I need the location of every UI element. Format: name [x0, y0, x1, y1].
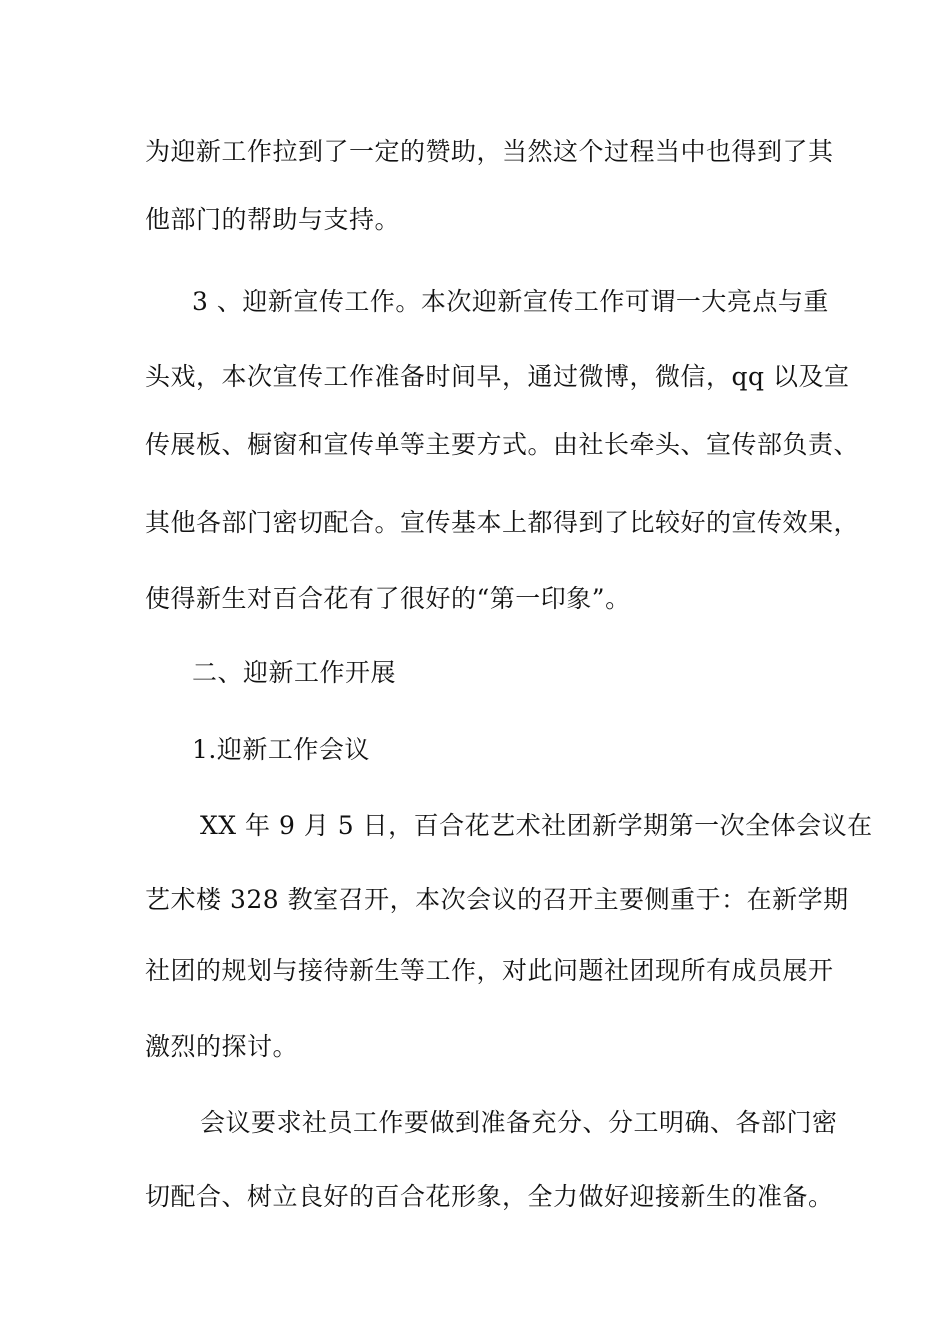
section-heading: 二、迎新工作开展 [192, 658, 397, 687]
paragraph-line: 激烈的探讨。 [145, 1032, 299, 1061]
paragraph-line: 传展板、橱窗和宣传单等主要方式。由社长牵头、宣传部负责、 [145, 430, 860, 459]
paragraph-line: 他部门的帮助与支持。 [145, 205, 401, 234]
paragraph-line: 使得新生对百合花有了很好的“第一印象”。 [145, 584, 631, 613]
paragraph-line: 切配合、树立良好的百合花形象，全力做好迎接新生的准备。 [145, 1182, 834, 1211]
paragraph-line: 3 、迎新宣传工作。本次迎新宣传工作可谓一大亮点与重 [192, 287, 829, 316]
subsection-heading: 1.迎新工作会议 [192, 735, 370, 764]
paragraph-line: 其他各部门密切配合。宣传基本上都得到了比较好的宣传效果， [145, 508, 860, 537]
paragraph-line: 头戏，本次宣传工作准备时间早，通过微博，微信，qq 以及宣 [145, 362, 850, 391]
paragraph-line: 会议要求社员工作要做到准备充分、分工明确、各部门密 [200, 1108, 838, 1137]
paragraph-line: XX 年 9 月 5 日，百合花艺术社团新学期第一次全体会议在 [200, 811, 873, 840]
paragraph-line: 为迎新工作拉到了一定的赞助，当然这个过程当中也得到了其 [145, 137, 834, 166]
paragraph-line: 社团的规划与接待新生等工作，对此问题社团现所有成员展开 [145, 956, 834, 985]
paragraph-line: 艺术楼 328 教室召开，本次会议的召开主要侧重于：在新学期 [145, 885, 849, 914]
